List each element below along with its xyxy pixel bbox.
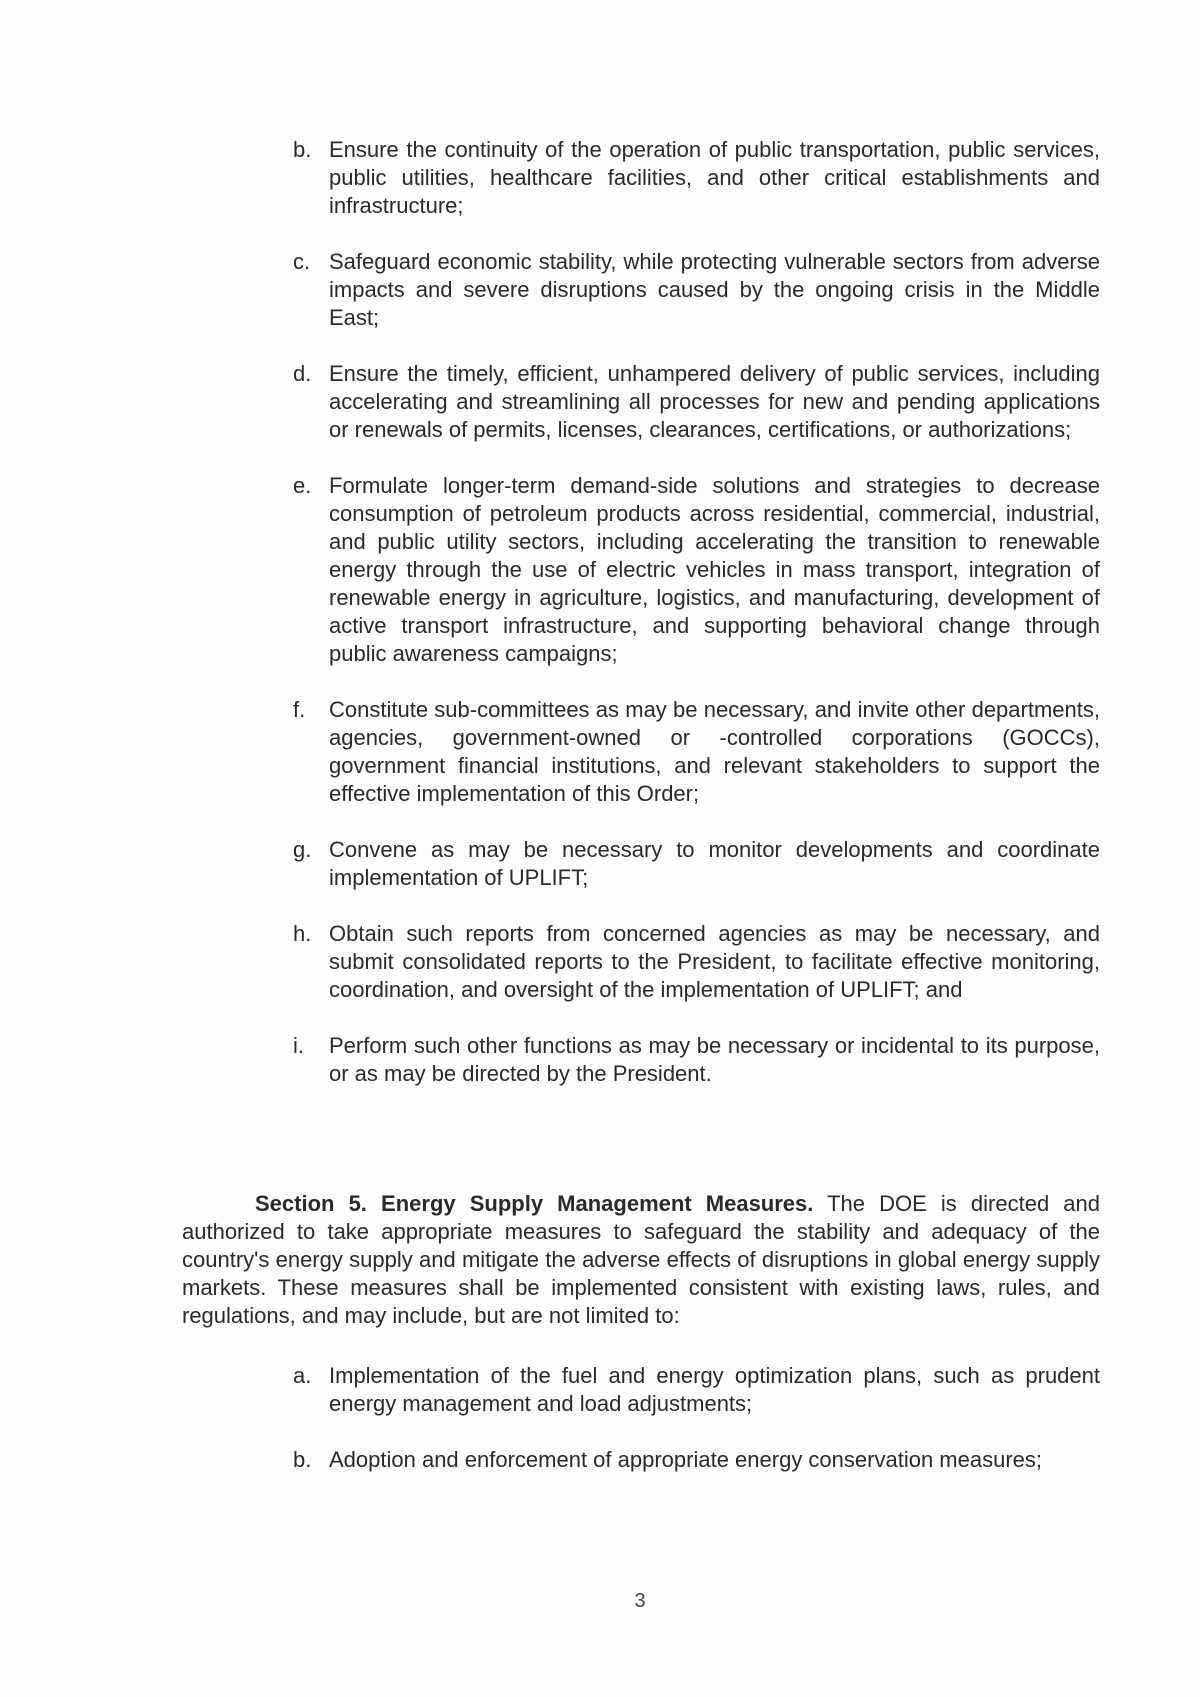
list-item-text: Obtain such reports from concerned agencies as may be necessary, and submit consolidated reports to the President, to facilitate effective monitoring, coordination, and oversight of the implementation of UPLIFT; and xyxy=(329,921,1100,1002)
list-item-text: Perform such other functions as may be necessary or incidental to its purpose, or as may be directed by the President. xyxy=(329,1033,1100,1086)
list-item-text: Safeguard economic stability, while protecting vulnerable sectors from adverse impacts and severe disruptions caused by the ongoing crisis in the Middle East; xyxy=(329,249,1100,330)
list-item-text: Ensure the timely, efficient, unhampered delivery of public services, including accelerating and streamlining all processes for new and pending applications or renewals of permits, licenses, clearances, certifications, or authorizations; xyxy=(329,361,1100,442)
list-item-letter: g. xyxy=(293,837,312,862)
functions-list xyxy=(293,136,1100,1116)
list-item-letter: b. xyxy=(293,1447,312,1472)
list-item xyxy=(293,696,1100,808)
list-item-letter: a. xyxy=(293,1363,312,1388)
list-item-letter: d. xyxy=(293,361,312,386)
list-item xyxy=(293,248,1100,332)
section-heading: Section 5. Energy Supply Management Measures. xyxy=(255,1191,814,1216)
list-item-letter: b. xyxy=(293,137,312,162)
list-item xyxy=(293,1362,1100,1418)
list-item-letter: f. xyxy=(293,697,306,722)
list-item-letter: e. xyxy=(293,473,312,498)
list-item xyxy=(293,836,1100,892)
list-item xyxy=(293,360,1100,444)
list-item xyxy=(293,1446,1100,1474)
list-item-text: Formulate longer-term demand-side solutions and strategies to decrease consumption of petroleum products across residential, commercial, industrial, and public utility sectors, including accelerating the transition to renewable energy through the use of electric vehicles in mass transport, integration of renewable energy in agriculture, logistics, and manufacturing, development of active transport infrastructure, and supporting behavioral change through public awareness campaigns; xyxy=(329,473,1100,666)
section-5-paragraph xyxy=(182,1190,1100,1330)
list-item-text: Ensure the continuity of the operation of public transportation, public services, public utilities, healthcare facilities, and other critical establishments and infrastructure; xyxy=(329,137,1100,218)
list-item-letter: h. xyxy=(293,921,312,946)
list-item-letter: c. xyxy=(293,249,311,274)
list-item-letter: i. xyxy=(293,1033,304,1058)
list-item xyxy=(293,1032,1100,1088)
list-item-text: Adoption and enforcement of appropriate energy conservation measures; xyxy=(329,1447,1042,1472)
page-number: 3 xyxy=(634,1590,646,1612)
list-item xyxy=(293,920,1100,1004)
list-item xyxy=(293,472,1100,668)
list-item-text: Constitute sub-committees as may be necessary, and invite other departments, agencies, government-owned or -controlled corporations (GOCCs), government financial institutions, and relevant stakeholders to support the effective implementation of this Order; xyxy=(329,697,1100,806)
section-body: The DOE is directed and authorized to take appropriate measures to safeguard the stability and adequacy of the country's energy supply and mitigate the adverse effects of disruptions in global energy supply markets. These measures shall be implemented consistent with existing laws, rules, and regulations, and may include, but are not limited to: xyxy=(182,1191,1101,1328)
list-item-text: Implementation of the fuel and energy optimization plans, such as prudent energy management and load adjustments; xyxy=(329,1363,1100,1416)
list-item xyxy=(293,136,1100,220)
list-item-text: Convene as may be necessary to monitor developments and coordinate implementation of UPLIFT; xyxy=(329,837,1100,890)
measures-list xyxy=(293,1362,1100,1502)
